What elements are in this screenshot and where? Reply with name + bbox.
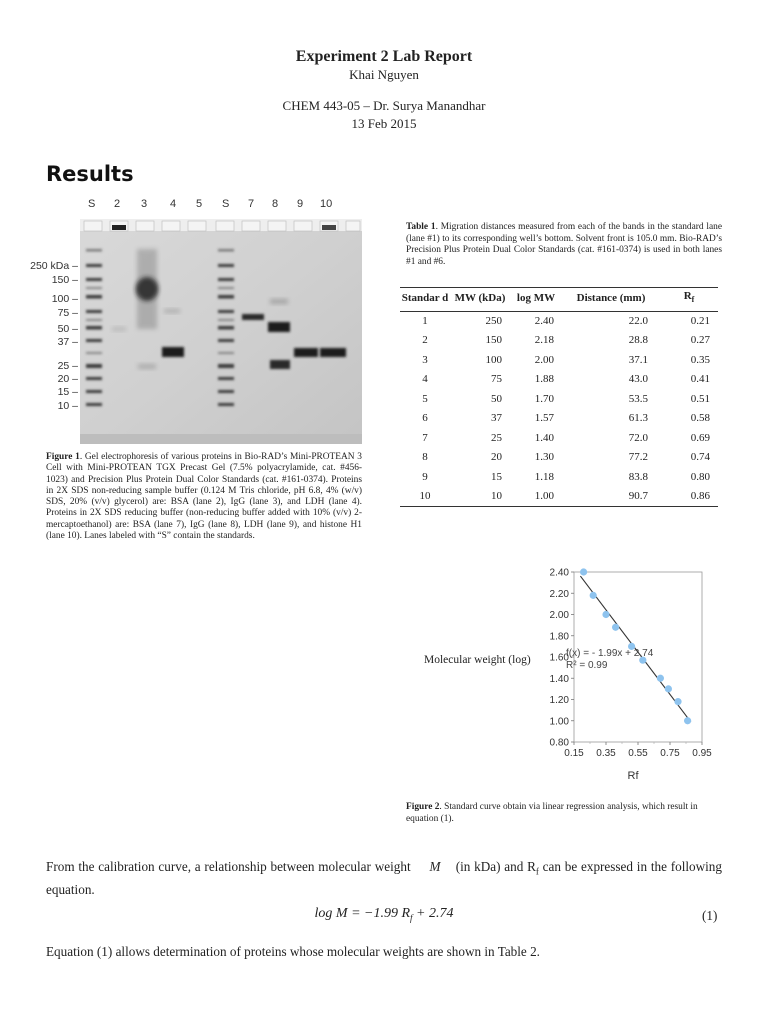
table-row: [400, 487, 718, 507]
cell-log-mw: 2.18: [534, 334, 554, 347]
figure-2-caption-text: . Standard curve obtain via linear regression analysis, which result in equation (1).: [406, 802, 698, 824]
cell-rf: 0.41: [690, 373, 710, 386]
cell-standard: 5: [422, 392, 428, 405]
lane-label: 10: [320, 198, 333, 210]
data-point: [602, 611, 609, 618]
x-axis-label: Rf: [627, 770, 639, 782]
cell-rf: 0.69: [690, 431, 710, 444]
cell-mw: 20: [491, 451, 502, 464]
equation-subscript: f: [410, 912, 413, 923]
cell-log-mw: 1.88: [534, 373, 554, 386]
x-tick-label: 0.35: [596, 748, 616, 759]
mw-marker-label: 50 –: [57, 323, 78, 335]
data-point: [612, 624, 619, 631]
figure-2-label: Figure 2: [406, 802, 440, 812]
y-tick-label: 1.60: [549, 652, 569, 664]
cell-mw: 25: [491, 431, 502, 444]
mw-marker-label: 150 –: [51, 274, 78, 286]
symbol-m: M: [429, 859, 441, 874]
cell-rf: 0.74: [690, 451, 710, 464]
mw-marker-label: 100 –: [51, 293, 78, 305]
paragraph-table-ref: Equation (1) allows determination of proteins whose molecular weights are shown in Table 2.: [46, 944, 540, 959]
cell-mw: 37: [491, 412, 502, 425]
cell-rf: 0.80: [690, 470, 710, 483]
course-line: CHEM 443-05 – Dr. Surya Manandhar: [282, 98, 486, 113]
mw-marker-label: 250 kDa –: [30, 260, 78, 272]
lane-label: 9: [297, 198, 304, 210]
table-1-caption-text: . Migration distances measured from each of the bands in the standard lane (lane #1) to its corresponding well’s bottom. Solvent front is 105.0 mm. Bio-RAD’s Precision Plus Protein Dual Color Standards (cat. #161-0374) is used in both lanes #1 and #6.: [406, 222, 722, 267]
cell-distance: 83.8: [628, 470, 648, 483]
cell-mw: 50: [491, 392, 502, 405]
lane-label: 7: [248, 198, 255, 210]
cell-distance: 77.2: [628, 451, 648, 464]
subscript-f: f: [535, 866, 539, 877]
cell-mw: 100: [485, 353, 502, 366]
y-tick-label: 1.00: [549, 716, 569, 728]
paragraph-calibration: [46, 858, 722, 898]
data-point: [665, 685, 672, 692]
cell-mw: 150: [485, 334, 502, 347]
cell-log-mw: 1.18: [534, 470, 554, 483]
figure-1-caption: [46, 452, 362, 542]
cell-distance: 43.0: [628, 373, 648, 386]
cell-rf: 0.27: [690, 334, 710, 347]
y-tick-label: 1.20: [549, 695, 569, 706]
y-tick-label: 2.00: [549, 610, 569, 621]
gel-image: [80, 219, 362, 444]
cell-standard: 6: [422, 412, 428, 425]
mw-marker-label: 15 –: [57, 386, 78, 398]
cell-rf: 0.21: [690, 315, 710, 328]
cell-log-mw: 1.57: [534, 412, 554, 425]
table-row: [400, 331, 718, 351]
table-1-label: Table 1: [406, 222, 436, 232]
table-row: [400, 448, 718, 468]
equation-text: log M = −1.99 R: [314, 906, 411, 921]
y-tick-label: 2.20: [549, 588, 569, 600]
mw-marker-label: 10 –: [57, 400, 78, 412]
mw-marker-label: 20 –: [57, 373, 78, 385]
cell-standard: 1: [422, 315, 428, 328]
cell-standard: 4: [422, 373, 428, 386]
data-point: [590, 592, 597, 599]
y-axis-label: Molecular weight (log): [424, 654, 531, 666]
data-point: [674, 698, 681, 705]
cell-standard: 8: [422, 451, 428, 464]
mw-marker-label: 75 –: [57, 307, 78, 319]
table-1-caption: [406, 222, 722, 268]
report-date: 13 Feb 2015: [351, 116, 417, 131]
lane-label: 8: [272, 198, 279, 210]
table-row: [400, 409, 718, 429]
header-distance: Distance (mm): [562, 288, 660, 312]
header-standard: Standar d: [400, 288, 450, 312]
equation-tail: + 2.74: [412, 906, 454, 921]
cell-distance: 37.1: [628, 353, 648, 366]
lane-label: 2: [114, 198, 121, 210]
x-tick-label: 0.55: [628, 748, 648, 759]
data-point: [580, 568, 587, 575]
equation-1: [0, 906, 768, 923]
cell-log-mw: 1.30: [534, 451, 554, 464]
cell-mw: 15: [491, 470, 502, 483]
cell-distance: 72.0: [628, 431, 648, 444]
section-heading-results: Results: [46, 162, 134, 186]
cell-distance: 22.0: [628, 315, 648, 328]
lane-label: 5: [196, 198, 203, 210]
lane-label: 4: [170, 198, 177, 210]
cell-log-mw: 2.40: [534, 315, 554, 328]
cell-standard: 10: [400, 487, 450, 507]
cell-distance: 61.3: [628, 412, 648, 425]
y-tick-label: 2.40: [549, 567, 569, 579]
cell-rf: 0.51: [690, 392, 710, 405]
figure-2-caption: [406, 802, 722, 826]
cell-rf: 0.58: [690, 412, 710, 425]
header-rf: $R_f$: [660, 288, 718, 312]
cell-distance: 90.7: [562, 487, 660, 507]
data-point: [657, 675, 664, 682]
data-points: [580, 568, 691, 724]
cell-rf: 0.86: [660, 487, 718, 507]
cell-distance: 53.5: [628, 392, 648, 405]
cell-mw: 10: [450, 487, 510, 507]
paragraph-1-text-b: (in kDa) and R: [455, 859, 536, 874]
cell-standard: 3: [422, 353, 428, 366]
lane-label: S: [222, 198, 230, 210]
lane-label: 3: [141, 198, 148, 210]
cell-log-mw: 1.40: [534, 431, 554, 444]
table-header-row: [400, 288, 718, 312]
table-row: [400, 311, 718, 331]
table-row: [400, 428, 718, 448]
header-log-mw: log MW: [510, 288, 562, 312]
data-point: [684, 717, 691, 724]
table-row: [400, 467, 718, 487]
migration-table: [400, 287, 718, 507]
cell-log-mw: 1.70: [534, 392, 554, 405]
table-body: [400, 311, 718, 506]
paragraph-1-text-a: From the calibration curve, a relationship between molecular weight: [46, 859, 411, 874]
table-row: [400, 389, 718, 409]
cell-standard: 7: [422, 431, 428, 444]
mw-marker-label: 25 –: [57, 360, 78, 372]
cell-mw: 250: [485, 315, 502, 328]
table-row: [400, 370, 718, 390]
cell-standard: 2: [422, 334, 428, 347]
cell-log-mw: 1.00: [510, 487, 562, 507]
regression-equation: f(x) = - 1.99x + 2.74: [566, 648, 654, 659]
r-squared: R² = 0.99: [566, 660, 608, 671]
table-row: [400, 350, 718, 370]
figure-1-label: Figure 1: [46, 452, 80, 462]
author-name: Khai Nguyen: [349, 67, 419, 82]
lane-label: S: [88, 198, 96, 210]
cell-standard: 9: [422, 470, 428, 483]
standard-curve-chart: [406, 560, 726, 790]
mw-marker-label: 37 –: [57, 336, 78, 348]
figure-1-caption-text: . Gel electrophoresis of various proteins in Bio-RAD’s Mini-PROTEAN 3 Cell with Mini-PROTEAN TGX Precast Gel (7.5% polyacrylamide, cat. #456-1023) and Precision Plus Protein Dual Color Standards (cat. #161-0374). Proteins in 2X SDS non-reducing sample buffer (0.124 M Tris chloride, pH 6.8, 4% (w/v) SDS, 20% (v/v) glycerol) are: BSA (lane 2), IgG (lane 3), and LDH (lane 4). Proteins in 2X SDS reducing buffer (non-reducing buffer added with 10% (v/v) 2-mercaptoethanol) are: BSA (lane 7), IgG (lane 8), LDH (lane 9), and histone H1 (lane 10). Lanes labeled with “S” contain the standards.: [46, 452, 362, 542]
header-mw: MW (kDa): [450, 288, 510, 312]
cell-log-mw: 2.00: [534, 353, 554, 366]
x-tick-label: 0.95: [692, 748, 712, 759]
cell-distance: 28.8: [628, 334, 648, 347]
cell-rf: 0.35: [690, 353, 710, 366]
equation-number: (1): [702, 908, 718, 923]
y-tick-label: 0.80: [549, 737, 569, 749]
y-tick-label: 1.40: [549, 673, 569, 685]
paragraph-1-text-c: can be expressed in the following equation.: [46, 859, 722, 897]
gel-figure: [0, 198, 370, 448]
report-title: Experiment 2 Lab Report: [295, 48, 473, 65]
y-tick-label: 1.80: [549, 631, 569, 643]
x-tick-label: 0.15: [564, 748, 584, 759]
cell-mw: 75: [491, 373, 502, 386]
x-tick-label: 0.75: [660, 748, 680, 759]
